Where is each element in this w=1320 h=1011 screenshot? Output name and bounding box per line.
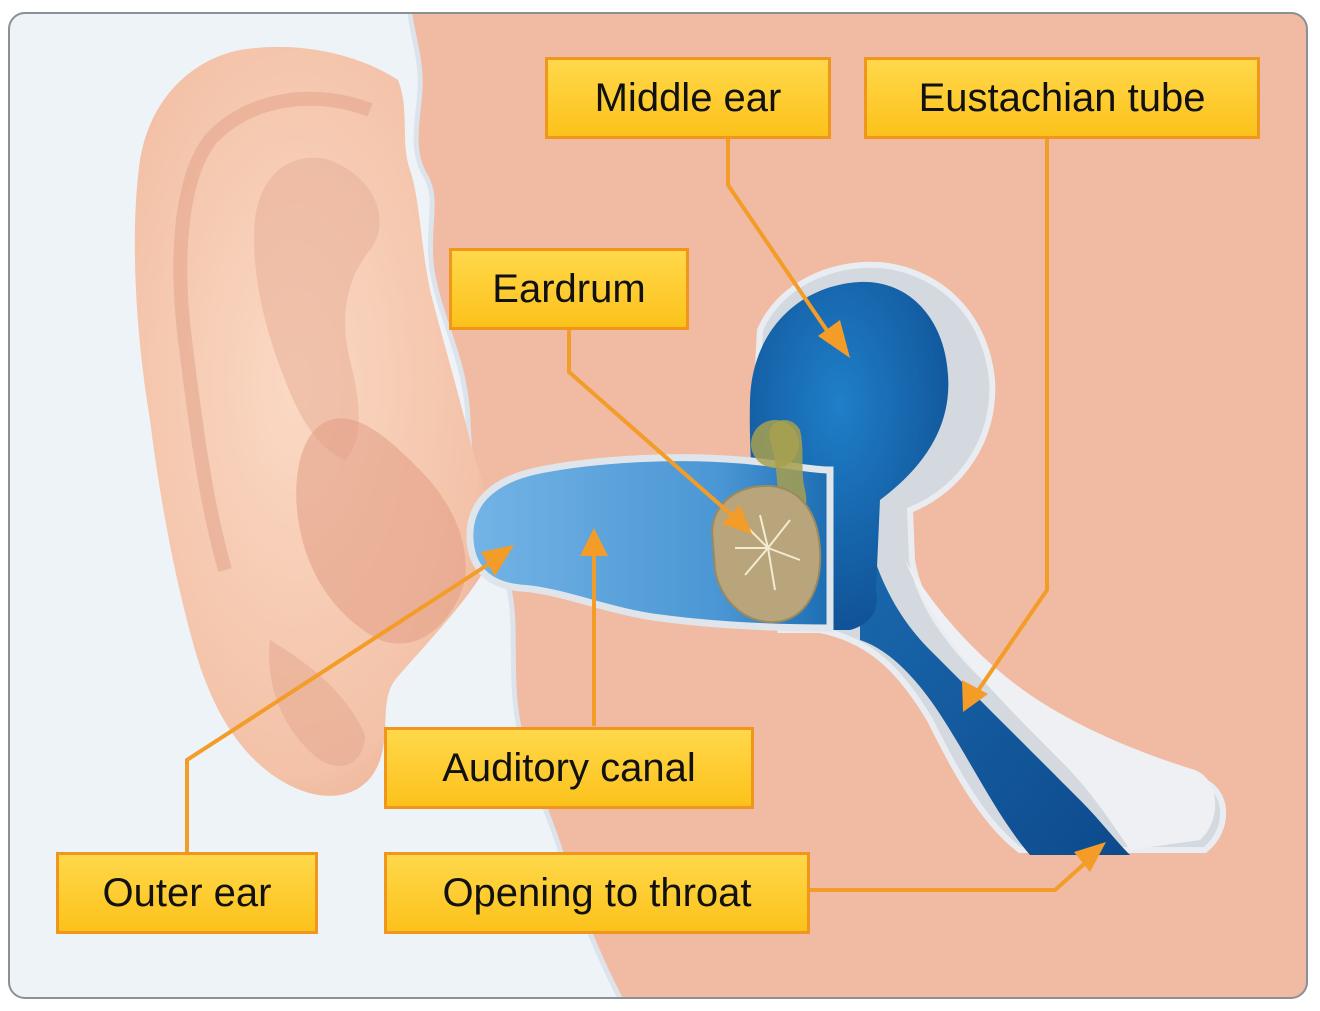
label-eardrum: Eardrum (449, 248, 689, 330)
ossicle-head (751, 420, 799, 468)
label-opening-to-throat: Opening to throat (384, 852, 810, 934)
label-middle-ear: Middle ear (545, 57, 831, 139)
label-eustachian-tube: Eustachian tube (864, 57, 1260, 139)
label-outer-ear: Outer ear (56, 852, 318, 934)
label-auditory-canal: Auditory canal (384, 727, 754, 809)
eardrum-membrane (712, 486, 820, 622)
